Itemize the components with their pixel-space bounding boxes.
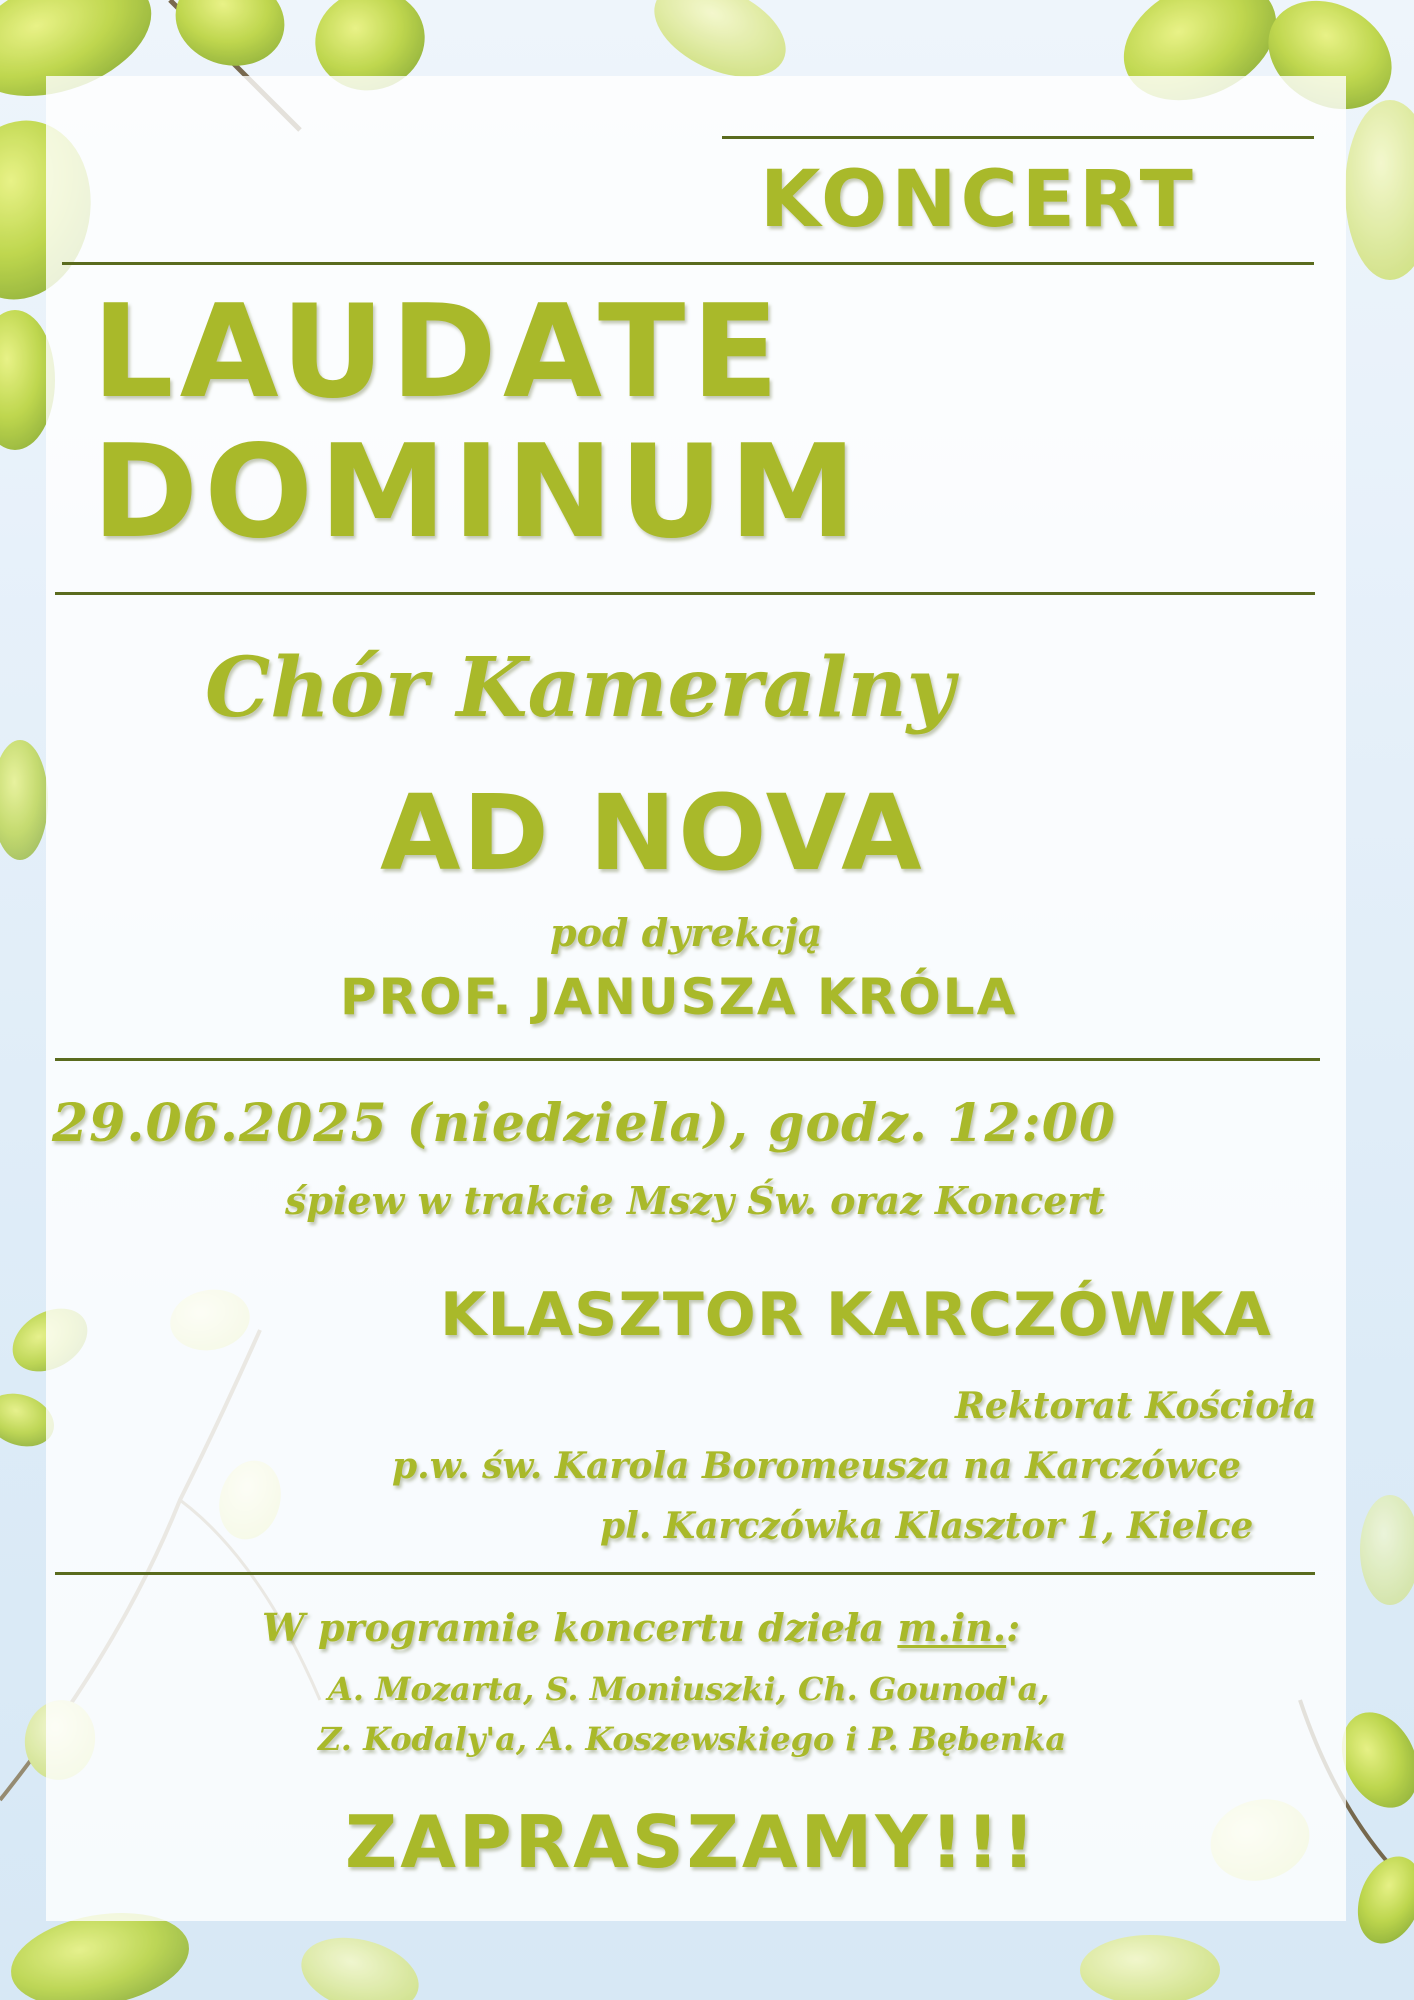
program-abbrev: m.in. [897,1605,1007,1650]
address-line-3: pl. Karczówka Klasztor 1, Kielce [600,1505,1254,1547]
composers-line-1: A. Mozarta, S. Moniuszki, Ch. Gounod'a, [328,1670,1050,1708]
invitation: ZAPRASZAMY!!! [345,1800,1038,1884]
composers-line-2: Z. Kodaly'a, A. Koszewskiego i P. Bębenka [318,1720,1067,1758]
title-line-1: LAUDATE [92,278,785,427]
divider-under-conductor [55,1058,1320,1061]
program-colon: : [1006,1605,1021,1650]
address-line-1: Rektorat Kościoła [955,1385,1317,1427]
conductor: PROF. JANUSZA KRÓLA [340,968,1018,1026]
divider-under-kicker [62,262,1314,265]
program-intro [262,1605,1020,1650]
event-datetime: 29.06.2025 (niedziela), godz. 12:00 [52,1093,1117,1154]
venue: KLASZTOR KARCZÓWKA [440,1280,1272,1350]
choir-name: AD NOVA [380,772,924,894]
divider-top [722,136,1314,139]
direction-label: pod dyrekcją [550,910,823,955]
title-line-2: DOMINUM [92,418,863,567]
program-intro-text: W programie koncertu dzieła [262,1605,898,1650]
divider-under-title [55,592,1315,595]
divider-under-address [55,1572,1315,1575]
address-line-2: p.w. św. Karola Boromeusza na Karczówce [392,1445,1241,1487]
choir-label: Chór Kameralny [205,640,955,736]
kicker: KONCERT [760,155,1197,245]
event-description: śpiew w trakcie Mszy Św. oraz Koncert [285,1178,1105,1223]
